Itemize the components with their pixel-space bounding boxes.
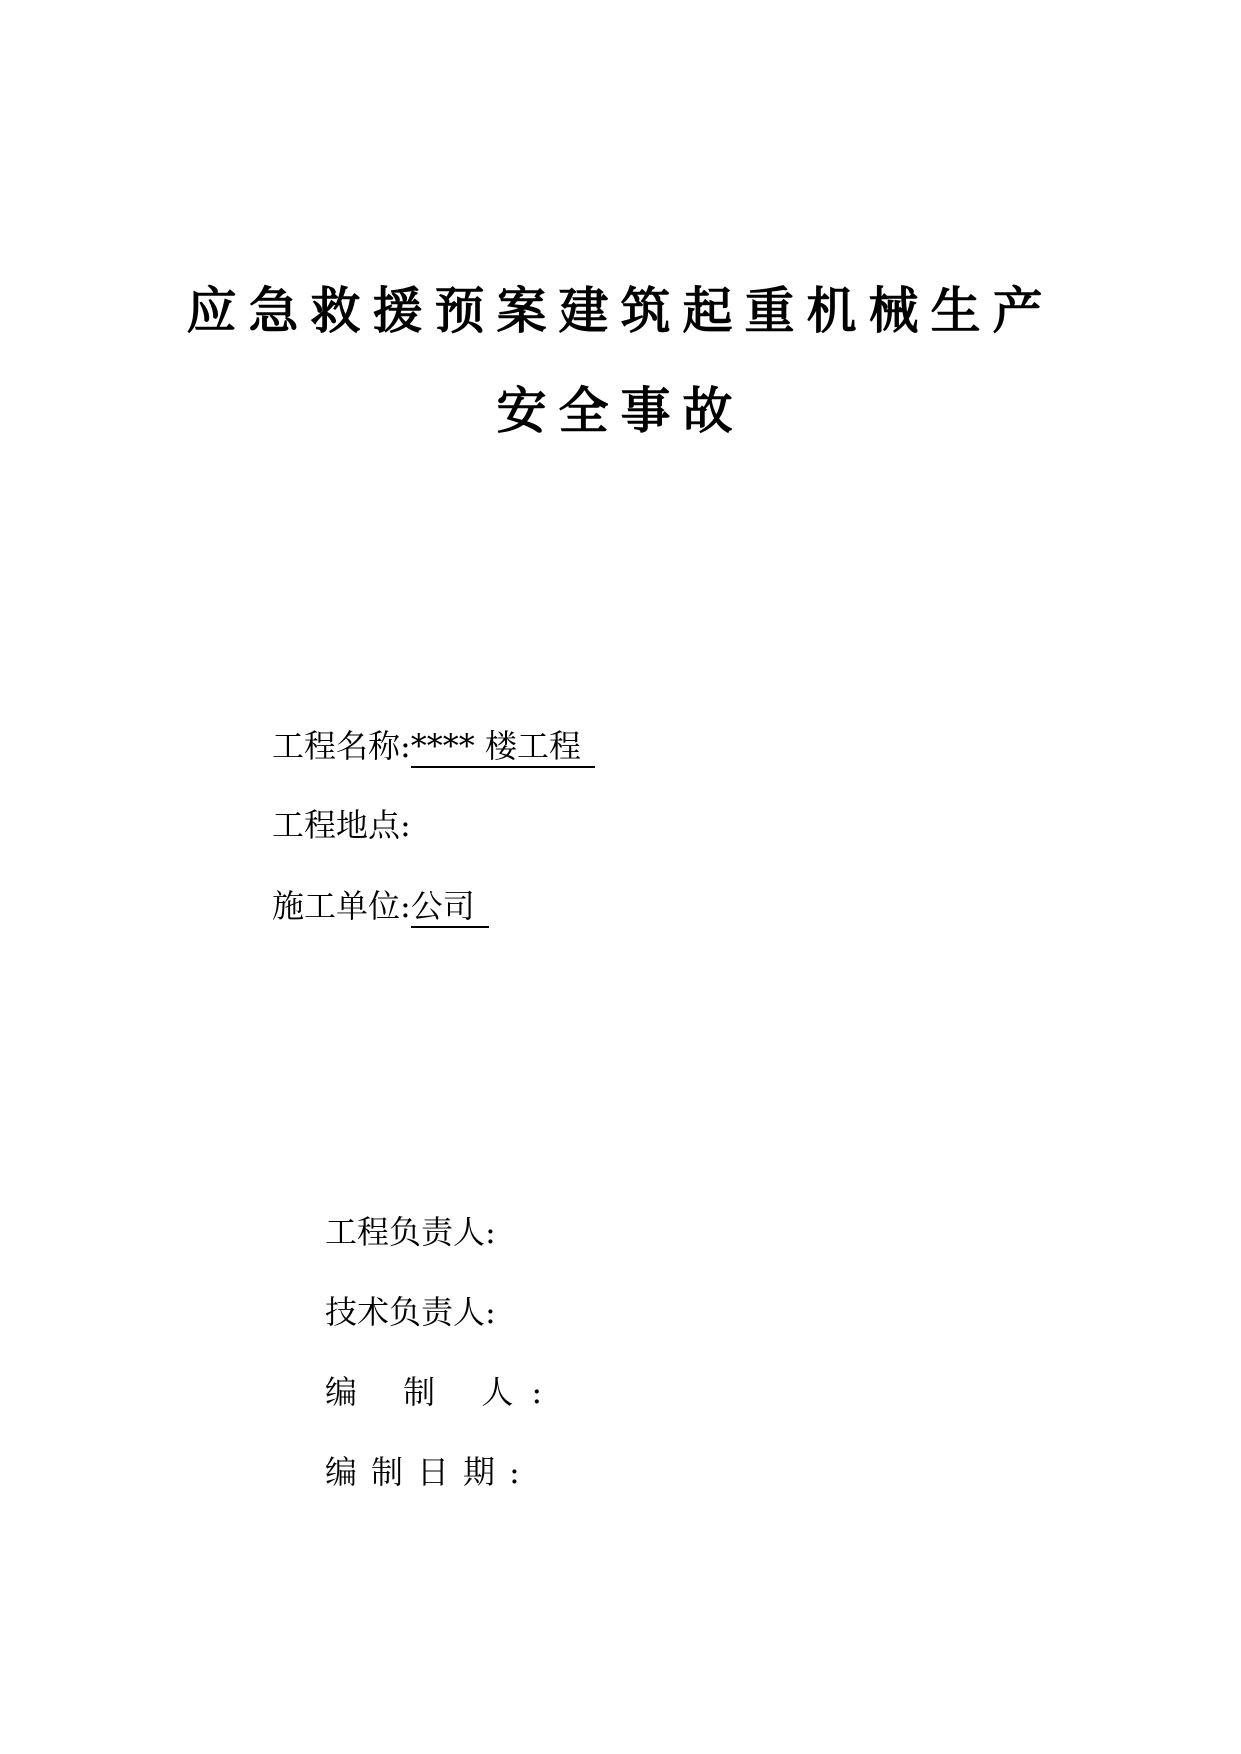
technical-lead-label: 技术负责人:: [325, 1293, 496, 1331]
project-lead-label: 工程负责人:: [325, 1213, 496, 1251]
project-name-label: 工程名称:: [272, 727, 411, 765]
construction-unit-label: 施工单位:: [272, 887, 411, 925]
construction-unit-row: [272, 886, 489, 928]
project-name-row: [272, 726, 595, 768]
project-name-value: **** 楼工程: [411, 726, 595, 768]
construction-unit-value: 公司: [411, 886, 489, 928]
compile-date-label: 编制日期:: [325, 1453, 534, 1491]
document-title-line-1: 应急救援预案建筑起重机械生产: [186, 282, 1055, 340]
project-location-label: 工程地点:: [272, 806, 411, 844]
project-location-row: [272, 805, 411, 845]
document-title-line-2: 安全事故: [496, 382, 745, 440]
compiler-label: 编 制 人:: [325, 1373, 561, 1411]
